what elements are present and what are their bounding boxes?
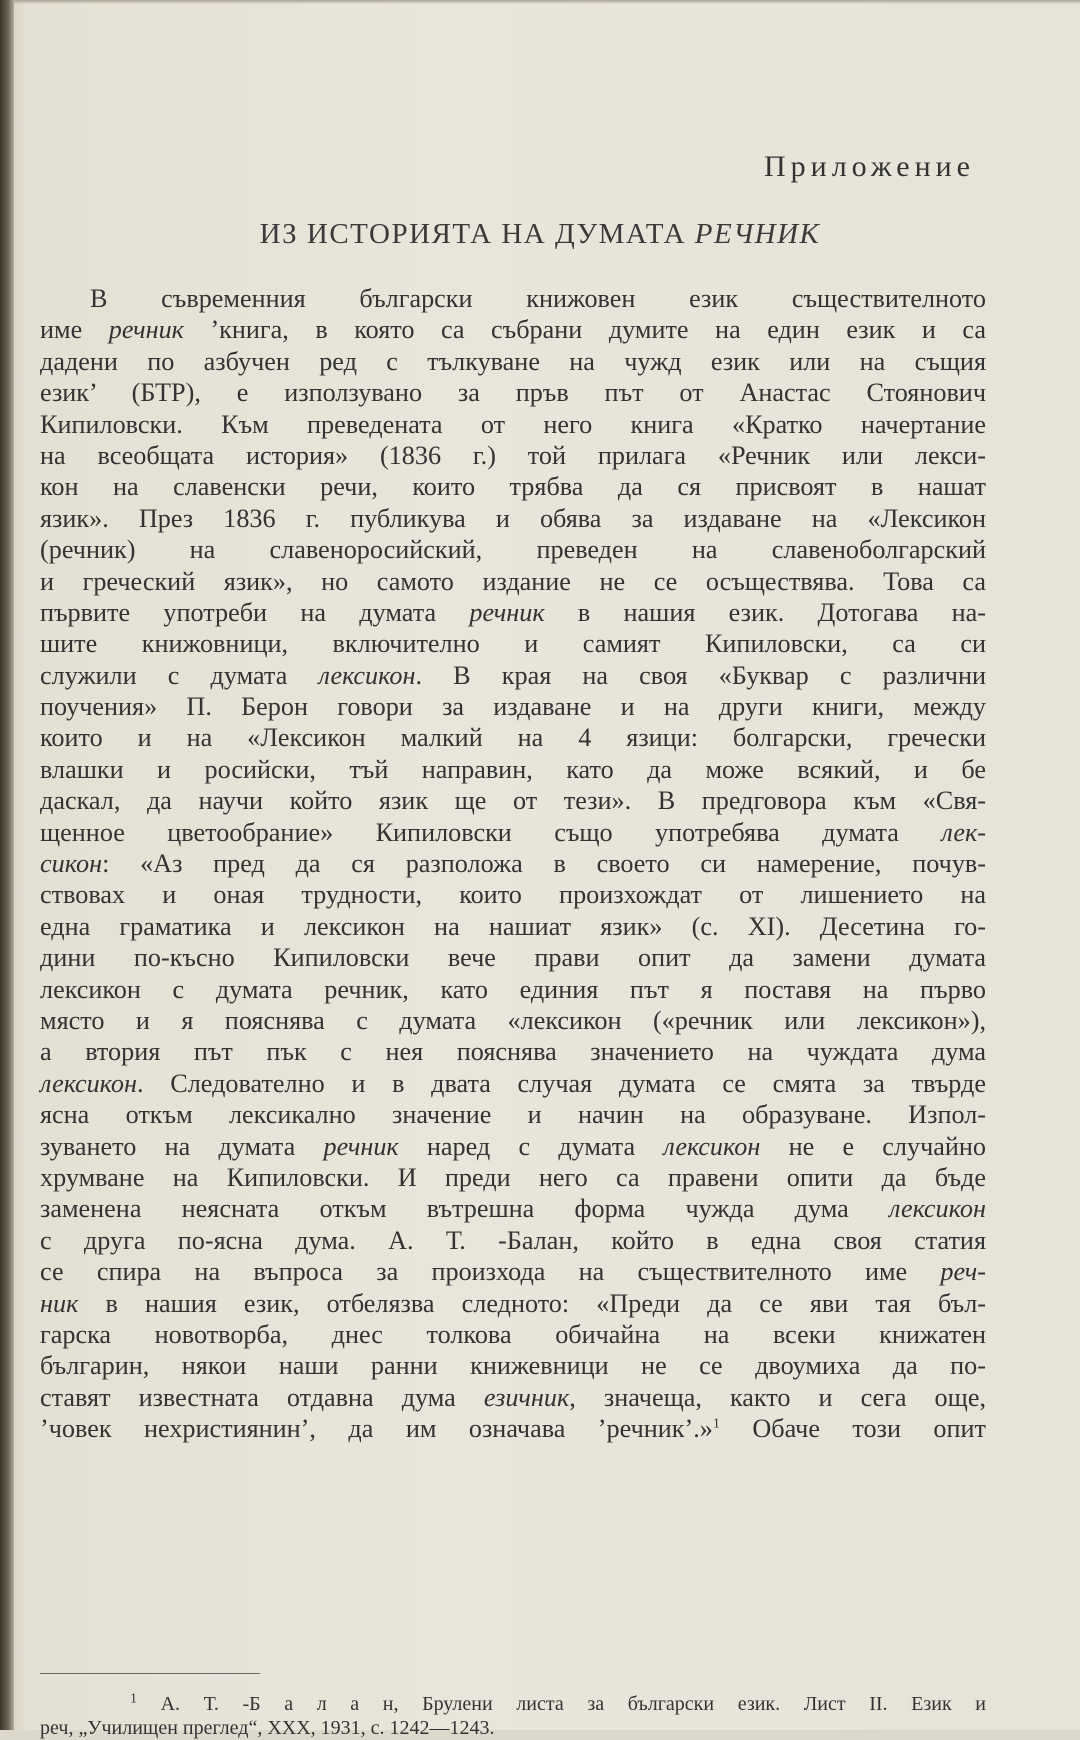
paragraph-line bbox=[40, 471, 986, 502]
italic-word: езичник bbox=[483, 1382, 570, 1412]
text-segment: Кипиловски. Към преведената от него книга «Кратко начертание bbox=[40, 409, 986, 439]
text-segment: които и на «Лексикон малкий на 4 язици: болгарски, гречески bbox=[40, 723, 986, 753]
paragraph-line bbox=[40, 1193, 986, 1224]
footnote-divider bbox=[40, 1673, 260, 1674]
footnote-text-2: реч, „Училищен преглед“, XXX, 1931, с. 1242—1243. bbox=[40, 1717, 495, 1739]
text-segment: дини по-късно Кипиловски вече прави опит да замени думата bbox=[40, 943, 986, 973]
text-segment: име bbox=[40, 315, 109, 345]
italic-word: лексикон bbox=[663, 1131, 761, 1161]
text-segment: (речник) на славеноросийский, преведен на славеноболгарский bbox=[40, 535, 986, 565]
paragraph-line bbox=[40, 1256, 986, 1287]
text-segment: : «Аз пред да ся разположа в своето си намерение, почув- bbox=[102, 849, 986, 879]
text-segment: с друга по-ясна дума. А. Т. -Балан, който в една своя статия bbox=[40, 1225, 986, 1255]
paragraph-line bbox=[40, 848, 986, 879]
italic-word: речник bbox=[108, 315, 184, 345]
text-segment: ясна откъм лексикално значение и начин на образуване. Изпол- bbox=[40, 1100, 986, 1130]
paragraph-line bbox=[40, 283, 986, 314]
text-segment: се спира на въпроса за произхода на съществителното име bbox=[40, 1257, 941, 1287]
footnote-text-1: А. Т. -Б а л а н, Брулени листа за български език. Лист II. Език и bbox=[160, 1693, 986, 1715]
paragraph-line bbox=[40, 785, 986, 816]
appendix-heading: Приложение bbox=[763, 150, 975, 183]
text-segment: зуването на думата bbox=[40, 1131, 324, 1161]
paragraph-line bbox=[40, 1413, 986, 1444]
italic-word: лексикон bbox=[40, 1068, 138, 1098]
text-segment: . В края на своя «Буквар с различни bbox=[415, 660, 986, 690]
paragraph-line bbox=[40, 817, 986, 848]
article-body bbox=[40, 283, 986, 1444]
text-segment: в нашия език, отбелязва следното: «Преди да се яви тая бъл- bbox=[78, 1288, 986, 1318]
paragraph-line bbox=[40, 660, 986, 691]
paragraph-line bbox=[40, 409, 986, 440]
paragraph-line bbox=[40, 754, 986, 785]
article-title-italic: РЕЧНИК bbox=[694, 218, 821, 250]
paragraph-line bbox=[40, 1131, 986, 1162]
text-segment: хрумване на Кипиловски. И преди него са правени опити да бъде bbox=[40, 1162, 986, 1192]
paragraph-line bbox=[40, 1382, 986, 1413]
text-segment: ’книга, в която са събрани думите на един език и са bbox=[183, 315, 986, 345]
text-segment: българин, някои наши ранни книжевници не се двоумиха да по- bbox=[40, 1351, 986, 1381]
italic-word: речник bbox=[469, 597, 545, 627]
paragraph-line bbox=[40, 1319, 986, 1350]
article-title bbox=[0, 218, 1080, 251]
text-segment: ’човек нехристиянин’, да им означава ’речник’.» bbox=[40, 1414, 713, 1444]
text-segment: кон на славенски речи, които трябва да ся присвоят в нашат bbox=[40, 472, 986, 502]
paragraph-line bbox=[40, 942, 986, 973]
text-segment: една граматика и лексикон на нашиат язик» (с. XI). Десетина го- bbox=[40, 911, 986, 941]
footnote-line bbox=[40, 1692, 986, 1716]
text-segment: място и я пояснява с думата «лексикон («речник или лексикон»), bbox=[40, 1005, 986, 1035]
paragraph-line bbox=[40, 440, 986, 471]
text-segment: язик». През 1836 г. публикува и обява за издаване на «Лексикон bbox=[40, 503, 986, 533]
paragraph-line bbox=[40, 346, 986, 377]
text-segment: ставят известната отдавна дума bbox=[40, 1382, 484, 1412]
text-segment: език’ (БТР), е използувано за пръв път от Анастас Стоянович bbox=[40, 378, 986, 408]
footnote-mark: 1 bbox=[130, 1691, 137, 1707]
paragraph-line bbox=[40, 1005, 986, 1036]
text-segment: не е случайно bbox=[760, 1131, 986, 1161]
text-segment: Обаче този опит bbox=[719, 1414, 986, 1444]
paragraph-line bbox=[40, 1099, 986, 1130]
paragraph-line bbox=[40, 597, 986, 628]
text-segment: в нашия език. Дотогава на- bbox=[544, 597, 986, 627]
paragraph-line bbox=[40, 1225, 986, 1256]
paragraph-line bbox=[40, 691, 986, 722]
paragraph-line bbox=[40, 911, 986, 942]
footnote-line bbox=[40, 1716, 986, 1740]
italic-word: ник bbox=[40, 1288, 79, 1318]
paragraph-line bbox=[40, 566, 986, 597]
paragraph-line bbox=[40, 1068, 986, 1099]
text-segment: на всеобщата история» (1836 г.) той прилага «Речник или лекси- bbox=[40, 440, 986, 470]
text-segment: В съвременния български книжовен език съществителното bbox=[90, 284, 986, 313]
text-segment: наред с думата bbox=[398, 1131, 664, 1161]
text-segment: влашки и росийски, тъй направин, като да може всякий, и бе bbox=[40, 754, 986, 784]
paragraph-line bbox=[40, 534, 986, 565]
paragraph-line bbox=[40, 1162, 986, 1193]
paragraph-line bbox=[40, 879, 986, 910]
text-segment: , значеща, както и сега още, bbox=[569, 1382, 986, 1412]
italic-word: лек- bbox=[941, 817, 986, 847]
text-segment: лексикон с думата речник, като единия път я поставя на първо bbox=[40, 974, 986, 1004]
text-segment: служили с думата bbox=[40, 660, 319, 690]
paragraph-line bbox=[40, 722, 986, 753]
italic-word: лексикон bbox=[888, 1194, 986, 1224]
article-title-plain: ИЗ ИСТОРИЯТА НА ДУМАТА bbox=[259, 218, 695, 250]
book-spine bbox=[0, 0, 14, 1730]
text-segment: . Следователно и в двата случая думата се смята за твърде bbox=[137, 1068, 986, 1098]
paragraph-line bbox=[40, 1036, 986, 1067]
paragraph-line bbox=[40, 503, 986, 534]
footnote-reference: 1 bbox=[712, 1416, 720, 1432]
paragraph-line bbox=[40, 314, 986, 345]
text-segment: даскал, да научи който язик ще от тези». В предговора към «Свя- bbox=[40, 786, 986, 816]
text-segment: поучения» П. Берон говори за издаване и на други книги, между bbox=[40, 692, 986, 722]
italic-word: реч- bbox=[940, 1257, 986, 1287]
footnote bbox=[40, 1692, 986, 1740]
text-segment: шите книжовници, включително и самият Кипиловски, са си bbox=[40, 629, 986, 659]
paragraph-line bbox=[40, 1288, 986, 1319]
italic-word: лексикон bbox=[318, 660, 416, 690]
italic-word: сикон bbox=[40, 849, 103, 879]
text-segment: първите употреби на думата bbox=[40, 597, 470, 627]
text-segment: гарска новотворба, днес толкова обичайна на всеки книжатен bbox=[40, 1319, 986, 1349]
text-segment: и греческий язик», но самото издание не се осъществява. Това са bbox=[40, 566, 986, 596]
text-segment: дадени по азбучен ред с тълкуване на чужд език или на същия bbox=[40, 346, 986, 376]
paragraph-line bbox=[40, 377, 986, 408]
paragraph-line bbox=[40, 1350, 986, 1381]
text-segment: ствовах и оная трудности, които произхождат от лишението на bbox=[40, 880, 986, 910]
text-segment: а втория път пък с нея пояснява значението на чуждата дума bbox=[40, 1037, 986, 1067]
italic-word: речник bbox=[323, 1131, 399, 1161]
paragraph-line bbox=[40, 974, 986, 1005]
page-top-edge bbox=[14, 0, 1080, 4]
text-segment: заменена неясната откъм вътрешна форма чужда дума bbox=[40, 1194, 889, 1224]
paragraph-line bbox=[40, 628, 986, 659]
text-segment: щенное цветообрание» Кипиловски също употребява думата bbox=[40, 817, 942, 847]
